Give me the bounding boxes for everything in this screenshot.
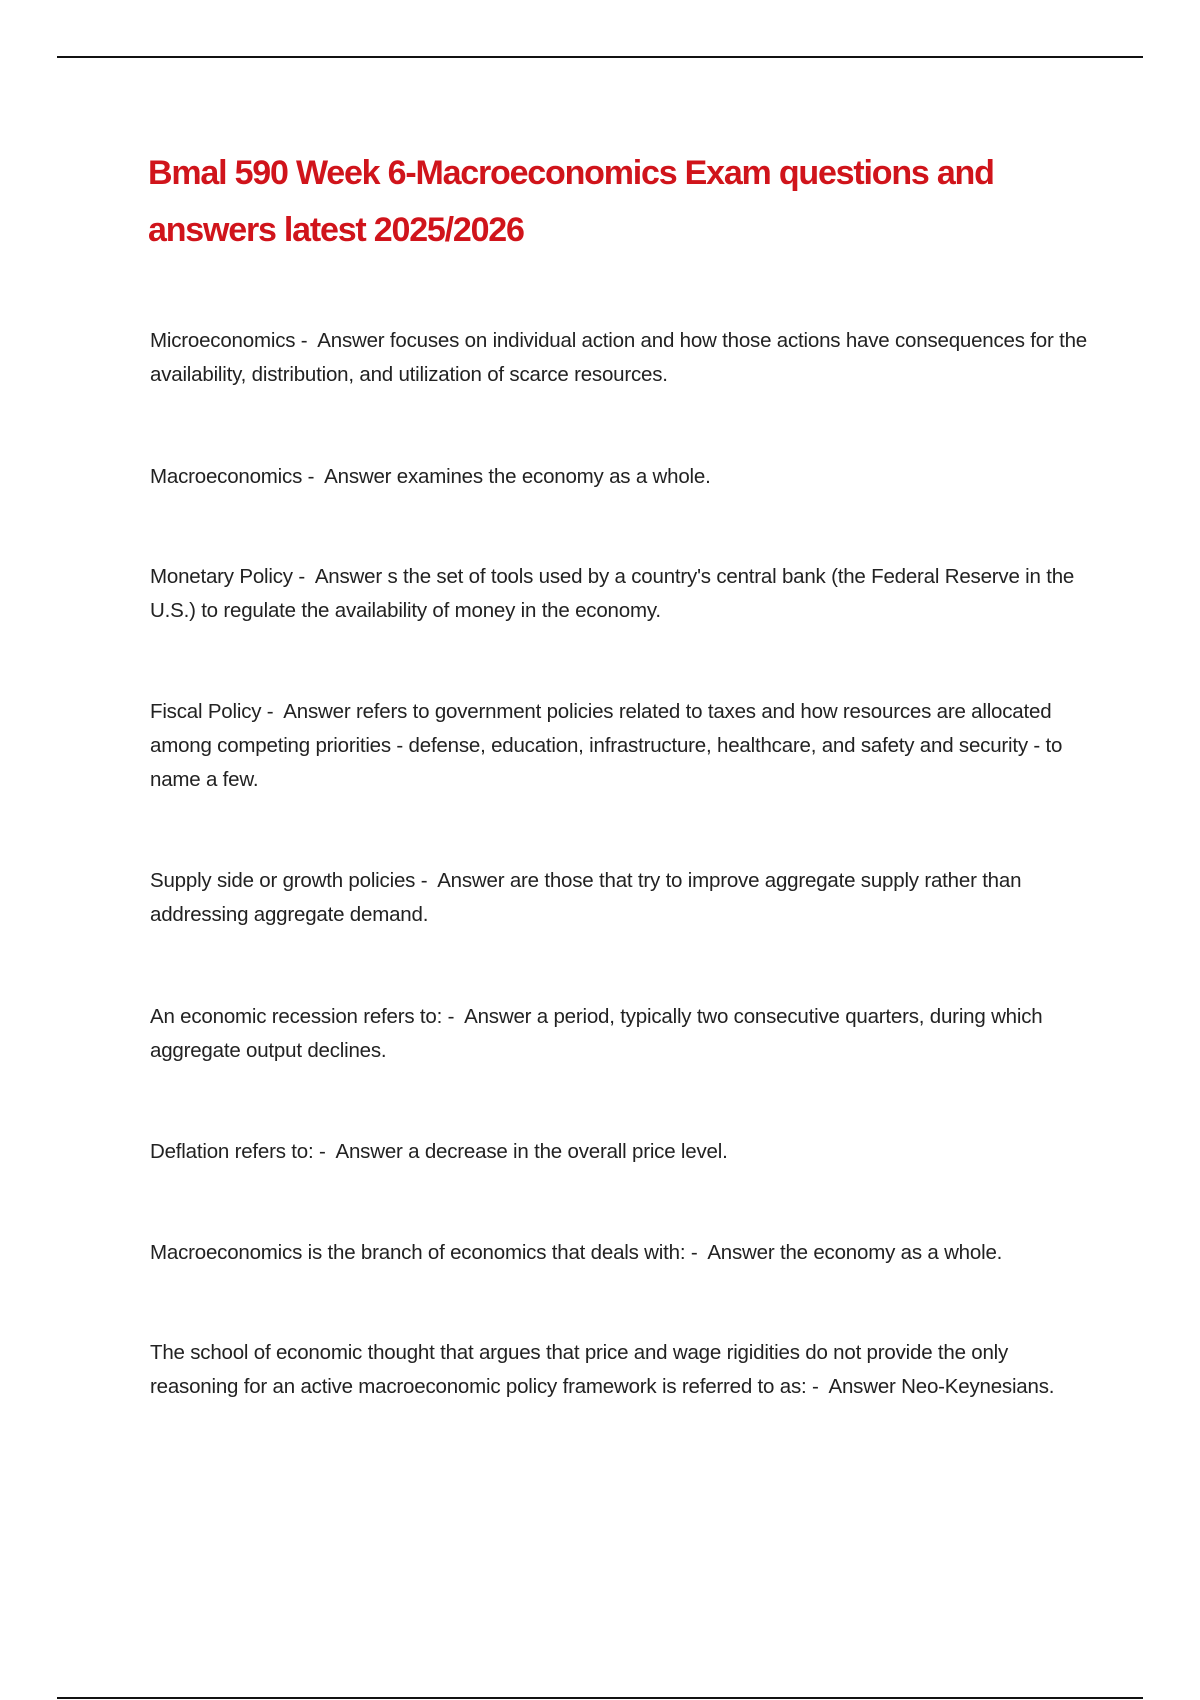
document-title: Bmal 590 Week 6-Macroeconomics Exam questions and answers latest 2025/2026 [148, 154, 994, 249]
qa-answer: Answer a period, typically two consecutive quarters, during which aggregate output declines. [150, 1005, 1043, 1062]
qa-term: Monetary Policy [150, 565, 293, 588]
qa-entry-monetary-policy: Monetary Policy - Answer s the set of tools used by a country's central bank (the Federal Reserve in the U.S.) to regulate the availability of money in the economy. [150, 565, 1075, 622]
bottom-rule [57, 1697, 1143, 1699]
qa-answer: Answer s the set of tools used by a country's central bank (the Federal Reserve in the U.S.) to regulate the availability of money in the economy. [150, 565, 1075, 622]
qa-entry-supply-side: Supply side or growth policies - Answer are those that try to improve aggregate supply rather than addressing aggregate demand. [150, 869, 1022, 926]
qa-term: Macroeconomics is the branch of economics that deals with: [150, 1241, 686, 1264]
qa-entry-deflation: Deflation refers to: - Answer a decrease in the overall price level. [150, 1140, 728, 1163]
qa-answer: Answer focuses on individual action and how those actions have consequences for the availability, distribution, and utilization of scarce resources. [150, 329, 1088, 386]
qa-entry-neo-keynesians: The school of economic thought that argues that price and wage rigidities do not provide the only reasoning for an active macroeconomic policy framework is referred to as: - Answer Neo-Keynesians. [150, 1341, 1055, 1398]
qa-answer: Answer a decrease in the overall price level. [335, 1140, 728, 1163]
qa-term: Microeconomics [150, 329, 296, 352]
qa-answer: Answer Neo-Keynesians. [828, 1375, 1055, 1398]
qa-term: An economic recession refers to: [150, 1005, 443, 1028]
qa-answer: Answer examines the economy as a whole. [324, 465, 711, 488]
qa-term: The school of economic thought that argues that price and wage rigidities do not provide the only reasoning for an active macroeconomic policy framework is referred to as: [150, 1341, 1009, 1398]
qa-answer: Answer are those that try to improve aggregate supply rather than addressing aggregate demand. [150, 869, 1022, 926]
qa-term: Macroeconomics [150, 465, 303, 488]
top-rule [57, 56, 1143, 58]
qa-entry-macroeconomics: Macroeconomics - Answer examines the economy as a whole. [150, 465, 711, 488]
qa-term: Fiscal Policy [150, 700, 262, 723]
qa-term: Deflation refers to: [150, 1140, 314, 1163]
qa-entry-microeconomics: Microeconomics - Answer focuses on individual action and how those actions have consequences for the availability, distribution, and utilization of scarce resources. [150, 329, 1088, 386]
qa-entry-macro-branch: Macroeconomics is the branch of economics that deals with: - Answer the economy as a whole. [150, 1241, 1003, 1264]
qa-answer: Answer refers to government policies related to taxes and how resources are allocated among competing priorities - defense, education, infrastructure, healthcare, and safety and security - to name a few. [150, 700, 1063, 791]
qa-entry-recession: An economic recession refers to: - Answer a period, typically two consecutive quarters, during which aggregate output declines. [150, 1005, 1043, 1062]
qa-entry-fiscal-policy: Fiscal Policy - Answer refers to government policies related to taxes and how resources are allocated among competing priorities - defense, education, infrastructure, healthcare, and safety and security - to name a few. [150, 700, 1063, 791]
qa-term: Supply side or growth policies [150, 869, 416, 892]
qa-answer: Answer the economy as a whole. [707, 1241, 1003, 1264]
